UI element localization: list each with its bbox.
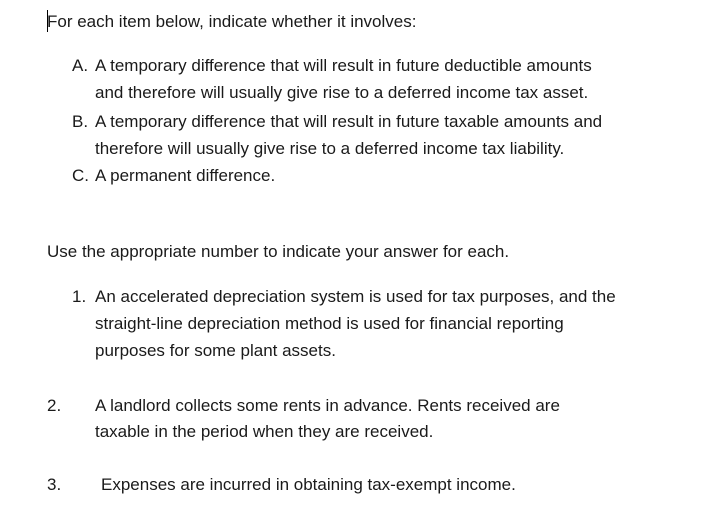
item-1-number: 1. bbox=[72, 287, 87, 306]
item-2-line-1: A landlord collects some rents in advance. Rents received are bbox=[95, 396, 560, 415]
option-b-line-2: therefore will usually give rise to a deferred income tax liability. bbox=[95, 139, 565, 158]
option-a-line-1: A temporary difference that will result in future deductible amounts bbox=[95, 56, 592, 75]
item-3-line-1: Expenses are incurred in obtaining tax-exempt income. bbox=[101, 475, 516, 494]
item-2-number: 2. bbox=[47, 396, 62, 415]
option-b-line-1: A temporary difference that will result in future taxable amounts and bbox=[95, 112, 603, 131]
item-3-number: 3. bbox=[47, 475, 62, 494]
item-1-line-1: An accelerated depreciation system is used for tax purposes, and the bbox=[95, 287, 616, 306]
item-2-line-2: taxable in the period when they are received. bbox=[95, 422, 434, 441]
intro-text: For each item below, indicate whether it involves: bbox=[47, 12, 417, 31]
option-a-letter: A. bbox=[72, 56, 89, 75]
option-a-line-2: and therefore will usually give rise to a deferred income tax asset. bbox=[95, 83, 589, 102]
item-1-line-2: straight-line depreciation method is used for financial reporting bbox=[95, 314, 564, 333]
option-c-line-1: A permanent difference. bbox=[95, 166, 276, 185]
option-c-letter: C. bbox=[72, 166, 89, 185]
instruction-text: Use the appropriate number to indicate your answer for each. bbox=[47, 242, 510, 261]
item-1-line-3: purposes for some plant assets. bbox=[95, 341, 336, 360]
option-b-letter: B. bbox=[72, 112, 89, 131]
